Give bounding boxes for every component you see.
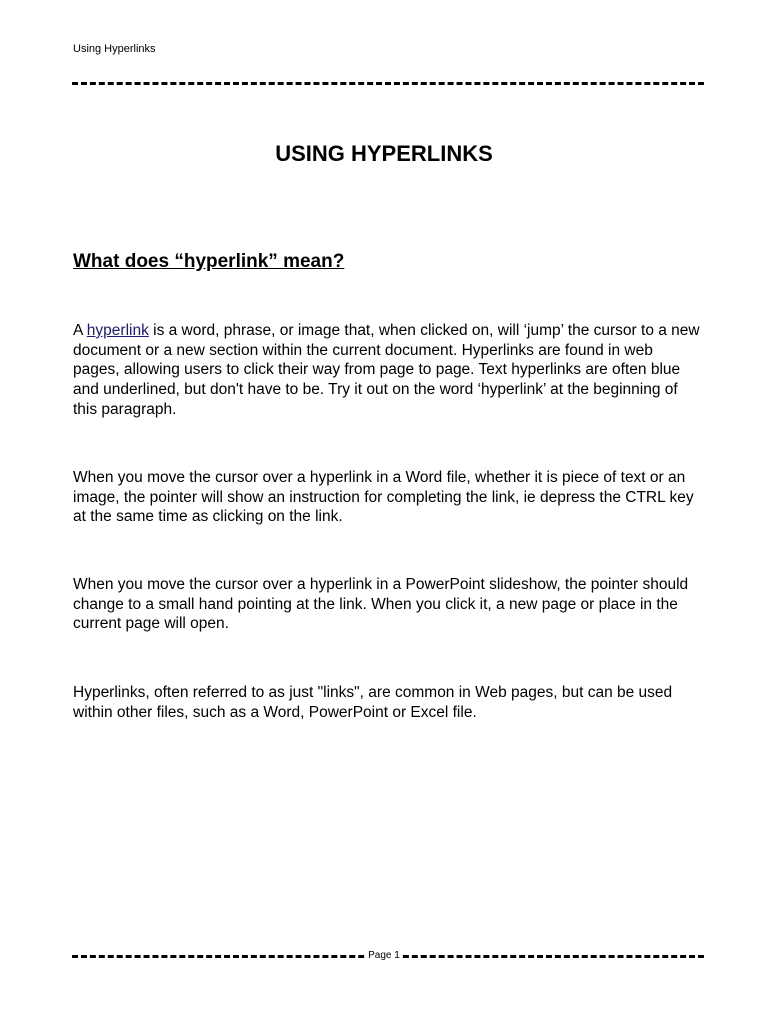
paragraph-word-file: When you move the cursor over a hyperlink in a Word file, whether it is piece of text or an image, the pointer will show an instruction for completing the link, ie depress the CTRL key at the same time as clicking on the link. bbox=[73, 469, 694, 526]
paragraph-lead: A bbox=[73, 322, 87, 339]
section-heading: What does “hyperlink” mean? bbox=[73, 251, 345, 272]
paragraph-links-common: Hyperlinks, often referred to as just "links", are common in Web pages, but can be used within other files, such as a Word, PowerPoint or Excel file. bbox=[73, 684, 673, 721]
header-divider bbox=[72, 82, 704, 85]
page-number bbox=[0, 950, 768, 962]
running-header: Using Hyperlinks bbox=[73, 43, 156, 55]
document-title: USING HYPERLINKS bbox=[275, 141, 493, 166]
paragraph-definition bbox=[73, 321, 703, 420]
paragraph-rest: is a word, phrase, or image that, when clicked on, will ‘jump’ the cursor to a new document or a new section within the current document. Hyperlinks are found in web pages, allowing users to click their way from page to page. Text hyperlinks are often blue and underlined, but don't have to be. Try it out on the word ‘hyperlink’ at the beginning of this paragraph. bbox=[73, 322, 700, 418]
paragraph-powerpoint: When you move the cursor over a hyperlink in a PowerPoint slideshow, the pointer should change to a small hand pointing at the link. When you click it, a new page or place in the current page will open. bbox=[73, 576, 689, 633]
page-number-label: Page 1 bbox=[368, 950, 400, 961]
hyperlink-link[interactable]: hyperlink bbox=[86, 322, 149, 339]
